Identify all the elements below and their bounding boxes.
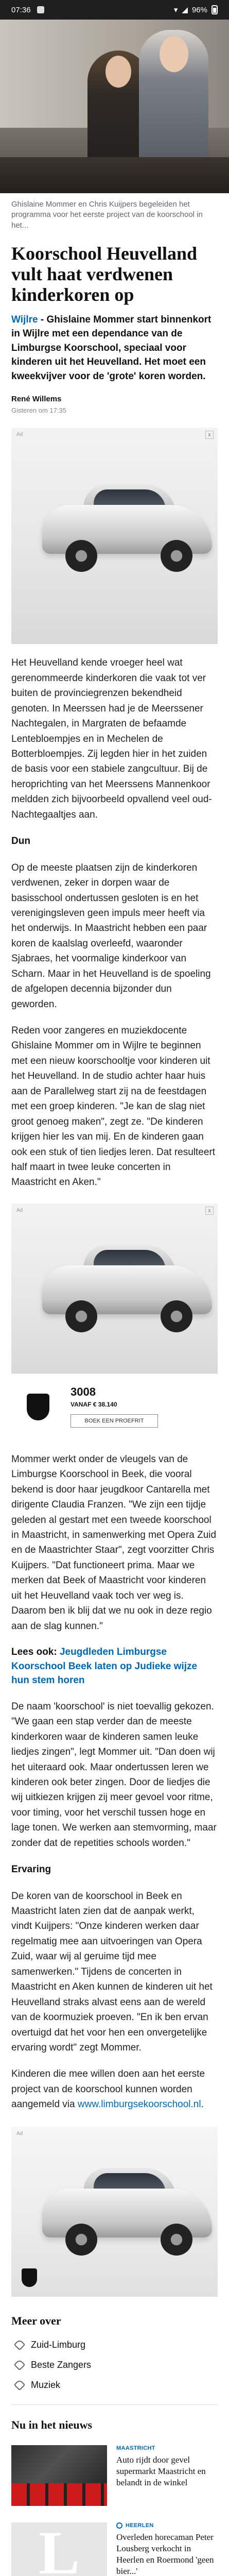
news-item[interactable] [0,2438,229,2515]
status-bar [0,0,229,20]
byline [0,383,229,414]
advertisement-car-top[interactable] [11,428,218,644]
photo-caption: Ghislaine Mommer en Chris Kuijpers begeleiden het programma voor het eerste project van de koorschool in het... [11,200,203,230]
status-battery: 96% [191,5,207,14]
nieuws-title: Nu in het nieuws [11,2418,93,2431]
ad-label: Ad [16,1207,23,1213]
wifi-icon: ▾ [173,6,178,14]
news-thumbnail [11,2445,107,2506]
tag-icon [14,2379,26,2391]
car-image [42,2168,212,2256]
tag-list [0,2335,229,2395]
ad-close-icon[interactable]: x [205,1207,214,1215]
paragraph: Het Heuvelland kende vroeger heel wat gerenommeerde kinderkoren die vaak tot ver buiten de provinciegrenzen bekendheid genoten. In Meerssen had je de Meerssener Nachtegalen, in Margraten de befaamde Lentebloempjes en in Mechelen de Botterbloempjes. Zij legden hier in het zuiden de basis voor een stabiele zangcultuur. Bij de heroprichting van het Meerssens Mannenkoor meldden zich bijvoorbeeld opvallend veel oud-Nachtegaaltjes aan. [11,657,212,820]
signal-icon: ◢ [182,6,188,14]
ad-close-icon[interactable]: x [205,431,214,439]
tag-muziek[interactable] [0,2375,229,2395]
news-headline: Auto rijdt door gevel supermarkt Maastricht en belandt in de winkel [116,2454,206,2487]
hero-photo[interactable] [0,20,229,193]
paragraph: Mommer werkt onder de vleugels van de Limburgse Koorschool in Beek, die vooral bekend is door haar jeugdkoor Cantarella met dirigente Claudia Franzen. "We zijn een tijdje geleden al gestart met een tweede koorschool in Maastricht, in samenwerking met Opera Zuid en de Maastrichter Staar", zegt voorzitter Chris Kuijpers. "Dat functioneert prima. Maar we merken dat Beek of Maastricht voor kinderen uit het Heuvelland vaak toch ver weg is. Daarom ben ik blij dat we nu ook in deze regio aan de slag kunnen." [11,1453,217,1632]
plus-icon [116,2522,122,2529]
tag-beste-zangers[interactable] [0,2355,229,2375]
tag-icon [14,2359,26,2371]
advertisement-car-bottom[interactable] [11,2127,218,2297]
closing-end: . [201,2099,204,2110]
ad-model-bar[interactable] [11,1374,218,1440]
tag-icon [14,2339,26,2351]
publish-date: Gisteren om 17:35 [11,406,66,415]
author-name[interactable]: René Willems [11,395,62,404]
car-image [42,484,212,572]
status-time: 07:36 [11,5,31,14]
lead-location[interactable]: Wijlre [11,314,38,325]
ad-label: Ad [16,2130,23,2137]
ad-model-name: 3008 [71,1385,96,1398]
subheading-dun: Dun [11,836,30,847]
notification-icon [37,6,44,13]
car-image [42,1245,212,1332]
limburger-logo-icon: L [38,2522,80,2576]
paragraph: De naam 'koorschool' is niet toevallig gekozen. "We gaan een stap verder dan de meeste kinderkoren waar de kinderen samen leuke liedjes zingen", legt Mommer uit. "Dan doen wij het uiteraard ook. Maar ondertussen leren we kinderen ook beter zingen. Door de liedjes die wij uitkiezen krijgen zij meer gevoel voor ritme, voor timing, voor het verschil tussen hoge en lage tonen. We werken aan stemvorming, maar zonder dat de repetities schools worden." [11,1701,217,1849]
paragraph: De koren van de koorschool in Beek en Maastricht laten zien dat de aanpak werkt, vindt Kuijpers: "Onze kinderen werken daar regelmatig mee aan uitvoeringen van Opera Zuid, waar wij al geruime tijd mee samenwerken." Tijdens de concerten in Maastricht en Aken kunnen de kinderen uit het Heuvelland straks alvast eens aan de wereld van de koormuziek proeven. "En ik ben ervan overtuigd dat het voor hen een onvergetelijke ervaring wordt" zegt Mommer. [11,1890,213,2053]
tag-label: Muziek [31,2379,61,2390]
tag-label: Beste Zangers [31,2359,92,2370]
advertisement-car-middle[interactable] [11,1204,218,1374]
ad-label: Ad [16,432,23,438]
lees-ook-label: Lees ook: [11,1647,60,1658]
article-lead [0,306,229,384]
battery-icon [212,5,218,14]
peugeot-logo-icon [22,2268,37,2287]
article-body-1 [0,655,229,1190]
tag-zuid-limburg[interactable] [0,2335,229,2355]
closing-paragraph [11,2066,218,2112]
peugeot-logo-icon [27,1394,49,1420]
meer-over-title: Meer over [11,2314,61,2327]
news-headline: Overleden horecaman Peter Lousberg verkocht in Heerlen en Roermond 'geen bier...' [116,2532,214,2576]
lead-text: - Ghislaine Mommer start binnenkort in Wijlre met een dependance van de Limburgse Koorschool, speciaal voor kinderen uit het Heuvelland. Het moet een kweekvijver voor de 'grote' koren worden. [11,314,212,382]
paragraph: Reden voor zangeres en muziekdocente Ghislaine Mommer om in Wijlre te beginnen met een nieuw koorschooltje voor kinderen uit het Heuvelland. In de studio achter haar huis aan de Parallelweg start zij na de feestdagen met een groep kinderen. "Je kan de slag niet groot genoeg maken", zegt ze. "De kinderen krijgen hier les van mij. En de kinderen gaan ook een stuk of tien liedjes leren. Dat resulteert half maart in twee leuke concerten in Maastricht en Aken." [11,1025,216,1188]
news-thumbnail-logo [11,2522,107,2576]
news-category: MAASTRICHT [116,2445,155,2451]
hero-table [0,157,229,193]
ad-price: VANAF € 38.140 [71,1400,117,1408]
tag-label: Zuid-Limburg [31,2339,86,2350]
closing-text: Kinderen die mee willen doen aan het eerste project van de koorschool kunnen worden aangemeld via [11,2069,205,2110]
lees-ook [11,1645,218,1688]
paragraph: Op de meeste plaatsen zijn de kinderkoren verdwenen, zeker in dorpen waar de basisschool ondertussen gesloten is en het verenigingsleven geen impuls meer heeft via het onderwijs. In Maastricht hebben een paar koren de kaalslag overleefd, waaronder Sjabraes, het voormalige kinderkoor van Scharn. Maar in het Heuvelland is de spoeling de afgelopen decennia bijzonder dun geworden. [11,862,211,1010]
koorschool-website-link[interactable]: www.limburgsekoorschool.nl [77,2099,201,2110]
news-category: HEERLEN [116,2522,218,2529]
news-item[interactable] [0,2515,229,2576]
article-headline: Koorschool Heuvelland vult haat verdwenen kinderkoren op [11,243,198,306]
article-body-2 [0,1452,229,2112]
subheading-ervaring: Ervaring [11,1864,51,1875]
ad-cta-button[interactable]: BOEK EEN PROEFRIT [71,1414,158,1428]
lees-ook-link[interactable]: Jeugdleden Limburgse Koorschool Beek laten op Judieke wijze hun stem horen [11,1647,198,1686]
